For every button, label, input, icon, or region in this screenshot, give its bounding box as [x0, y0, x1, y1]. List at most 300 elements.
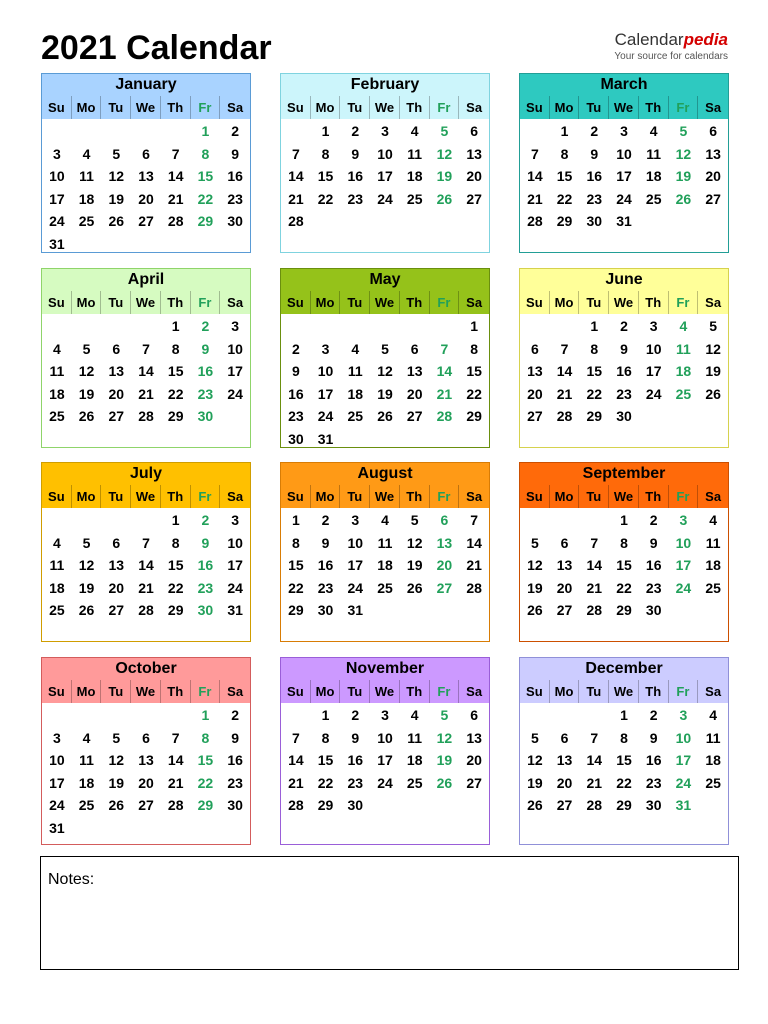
day-cell: 20: [108, 579, 125, 596]
day-cell: 16: [347, 168, 364, 184]
day-cell: 10: [317, 363, 334, 379]
day-cell: 24: [616, 190, 632, 207]
day-cell: 8: [321, 145, 330, 162]
day-cell: 7: [142, 340, 150, 357]
day-cell: 10: [227, 534, 243, 551]
day-cell: 23: [347, 774, 364, 791]
day-cell: 15: [586, 363, 603, 379]
day-cell: 10: [49, 168, 65, 184]
day-cell: 25: [675, 385, 692, 402]
day-cell: 21: [138, 385, 154, 402]
day-cell: 15: [288, 557, 304, 573]
day-cell: 19: [675, 168, 692, 184]
day-cell: 18: [377, 557, 393, 573]
day-cell: 17: [377, 752, 393, 768]
day-cell: 22: [466, 385, 482, 402]
day-cell: 4: [679, 318, 688, 334]
day-cell: 23: [645, 579, 662, 596]
day-cell: 11: [347, 363, 363, 379]
weekday-header: Th: [400, 485, 430, 508]
day-cell: 9: [201, 340, 210, 357]
day-cell: 11: [407, 145, 423, 162]
days-grid: [520, 119, 728, 233]
day-cell: 2: [231, 123, 240, 139]
day-cell: 1: [321, 123, 330, 139]
month-december: [519, 657, 729, 845]
day-cell: 6: [440, 512, 449, 528]
weekday-header: Tu: [579, 96, 609, 119]
day-cell: 9: [649, 729, 658, 746]
empty-day-cell: [281, 704, 311, 727]
weekday-header: Su: [281, 485, 311, 508]
day-cell: 18: [78, 190, 95, 207]
empty-day-cell: [161, 120, 191, 143]
day-cell: 26: [108, 797, 125, 813]
day-cell: 19: [705, 363, 721, 379]
weekday-header: Su: [281, 680, 311, 703]
day-cell: 6: [112, 340, 121, 357]
day-cell: 7: [440, 340, 449, 357]
day-cell: 7: [291, 145, 300, 162]
month-march: [519, 73, 729, 253]
days-grid: [281, 314, 489, 450]
day-cell: 6: [560, 534, 569, 551]
day-cell: 11: [646, 145, 662, 162]
weekday-header: Tu: [340, 485, 370, 508]
empty-day-cell: [430, 315, 460, 338]
day-cell: 10: [377, 729, 393, 746]
empty-day-cell: [42, 704, 72, 727]
day-cell: 5: [82, 340, 91, 357]
day-cell: 26: [705, 385, 721, 402]
weekday-header: Su: [520, 485, 550, 508]
day-cell: 1: [171, 512, 180, 528]
day-cell: 25: [377, 579, 393, 596]
day-cell: 6: [470, 707, 479, 723]
month-name: August: [281, 463, 489, 485]
day-cell: 24: [347, 579, 364, 596]
day-cell: 9: [620, 340, 628, 357]
weekday-header: Tu: [340, 291, 370, 314]
day-cell: 29: [167, 408, 184, 424]
day-cell: 19: [436, 168, 453, 184]
weekday-header: We: [370, 485, 400, 508]
day-cell: 7: [530, 145, 539, 162]
brand-name-accent: pedia: [683, 30, 728, 49]
day-cell: 23: [288, 408, 304, 424]
day-cell: 15: [616, 557, 632, 573]
day-cell: 10: [347, 534, 364, 551]
day-cell: 18: [49, 579, 65, 596]
weekday-header-row: [42, 96, 250, 119]
day-cell: 15: [317, 752, 334, 768]
day-cell: 17: [675, 752, 692, 768]
day-cell: 21: [556, 385, 573, 402]
day-cell: 7: [171, 145, 180, 162]
day-cell: 23: [645, 774, 662, 791]
weekday-header-row: [520, 485, 728, 508]
day-cell: 19: [527, 774, 543, 791]
empty-day-cell: [520, 315, 550, 338]
day-cell: 6: [470, 123, 479, 139]
weekday-header: Mo: [72, 680, 102, 703]
day-cell: 23: [227, 774, 243, 791]
day-cell: 9: [231, 729, 240, 746]
day-cell: 3: [381, 123, 389, 139]
day-cell: 8: [201, 145, 210, 162]
month-may: [280, 268, 490, 448]
day-cell: 22: [167, 579, 184, 596]
day-cell: 16: [586, 168, 603, 184]
day-cell: 17: [317, 385, 334, 402]
day-cell: 5: [530, 729, 539, 746]
day-cell: 22: [288, 579, 304, 596]
day-cell: 28: [138, 408, 154, 424]
day-cell: 8: [171, 340, 180, 357]
weekday-header: Sa: [227, 684, 244, 699]
weekday-header-row: [520, 680, 728, 703]
day-cell: 9: [649, 534, 658, 551]
day-cell: 13: [466, 145, 482, 162]
weekday-header: We: [131, 485, 161, 508]
month-february: [280, 73, 490, 253]
day-cell: 18: [406, 752, 423, 768]
day-cell: 1: [470, 318, 479, 334]
weekday-header: Fr: [669, 680, 699, 703]
day-cell: 16: [317, 557, 334, 573]
day-cell: 10: [227, 340, 243, 357]
day-cell: 19: [406, 557, 423, 573]
day-cell: 1: [620, 707, 628, 723]
weekday-header: Mo: [72, 96, 102, 119]
day-cell: 9: [321, 534, 330, 551]
day-cell: 17: [347, 557, 364, 573]
day-cell: 25: [645, 190, 662, 207]
weekday-header: Th: [639, 680, 669, 703]
weekday-header: Su: [520, 291, 550, 314]
day-cell: 15: [197, 752, 214, 768]
empty-day-cell: [370, 315, 400, 338]
empty-day-cell: [131, 120, 161, 143]
day-cell: 7: [590, 729, 599, 746]
empty-day-cell: [42, 315, 72, 338]
month-name: October: [42, 658, 250, 680]
day-cell: 9: [291, 363, 300, 379]
day-cell: 18: [406, 168, 423, 184]
day-cell: 13: [138, 168, 154, 184]
day-cell: 24: [675, 579, 692, 596]
day-cell: 2: [351, 707, 360, 723]
empty-day-cell: [340, 315, 370, 338]
month-october: [41, 657, 251, 845]
month-july: [41, 462, 251, 642]
day-cell: 7: [590, 534, 599, 551]
month-name: January: [42, 74, 250, 96]
day-cell: 31: [49, 819, 65, 836]
day-cell: 20: [705, 168, 721, 184]
day-cell: 6: [142, 145, 150, 162]
day-cell: 26: [675, 190, 692, 207]
day-cell: 19: [377, 385, 393, 402]
day-cell: 3: [620, 123, 628, 139]
brand-logo: [614, 30, 728, 63]
weekday-header: Tu: [579, 485, 609, 508]
day-cell: 6: [112, 534, 121, 551]
day-cell: 8: [470, 340, 479, 357]
day-cell: 5: [112, 729, 121, 746]
days-grid: [520, 703, 728, 817]
day-cell: 31: [675, 797, 692, 813]
day-cell: 3: [52, 729, 61, 746]
day-cell: 17: [49, 774, 65, 791]
day-cell: 11: [79, 752, 94, 768]
day-cell: 26: [377, 408, 393, 424]
day-cell: 8: [201, 729, 210, 746]
day-cell: 18: [675, 363, 692, 379]
day-cell: 27: [108, 408, 125, 424]
day-cell: 8: [620, 534, 628, 551]
day-cell: 24: [377, 190, 393, 207]
day-cell: 9: [231, 145, 240, 162]
weekday-header: Sa: [227, 100, 244, 115]
day-cell: 22: [197, 774, 214, 791]
day-cell: 18: [705, 752, 721, 768]
weekday-header-row: [520, 291, 728, 314]
day-cell: 4: [410, 123, 419, 139]
days-grid: [42, 508, 250, 622]
day-cell: 14: [138, 363, 154, 379]
day-cell: 5: [381, 340, 389, 357]
day-cell: 28: [288, 213, 304, 229]
day-cell: 12: [675, 145, 692, 162]
day-cell: 10: [675, 729, 692, 746]
day-cell: 13: [108, 363, 125, 379]
month-january: [41, 73, 251, 253]
empty-day-cell: [72, 704, 102, 727]
day-cell: 16: [197, 557, 214, 573]
day-cell: 3: [381, 707, 389, 723]
weekday-header: Th: [161, 485, 191, 508]
day-cell: 29: [616, 602, 632, 618]
day-cell: 28: [527, 213, 543, 229]
day-cell: 24: [675, 774, 692, 791]
weekday-header-row: [281, 291, 489, 314]
month-april: [41, 268, 251, 448]
day-cell: 28: [586, 797, 603, 813]
day-cell: 26: [108, 213, 125, 229]
day-cell: 12: [527, 752, 543, 768]
weekday-header: Mo: [72, 291, 102, 314]
day-cell: 5: [440, 123, 449, 139]
empty-day-cell: [520, 120, 550, 143]
day-cell: 12: [705, 340, 721, 357]
weekday-header-row: [281, 680, 489, 703]
day-cell: 21: [586, 774, 603, 791]
day-cell: 20: [108, 385, 125, 402]
day-cell: 4: [82, 729, 91, 746]
day-cell: 2: [649, 707, 658, 723]
weekday-header: Mo: [550, 485, 580, 508]
day-cell: 19: [108, 190, 125, 207]
day-cell: 13: [406, 363, 423, 379]
weekday-header: Tu: [340, 96, 370, 119]
day-cell: 6: [410, 340, 419, 357]
day-cell: 16: [227, 752, 243, 768]
day-cell: 11: [377, 534, 393, 551]
day-cell: 3: [231, 318, 240, 334]
month-name: May: [281, 269, 489, 291]
day-cell: 18: [645, 168, 662, 184]
day-cell: 28: [586, 602, 603, 618]
day-cell: 8: [171, 534, 180, 551]
day-cell: 10: [377, 145, 393, 162]
day-cell: 6: [142, 729, 150, 746]
weekday-header: Sa: [705, 684, 722, 699]
days-grid: [42, 703, 250, 839]
day-cell: 21: [527, 190, 543, 207]
day-cell: 30: [586, 213, 603, 229]
day-cell: 18: [78, 774, 95, 791]
day-cell: 12: [78, 557, 95, 573]
empty-day-cell: [72, 120, 102, 143]
weekday-header: Fr: [191, 680, 221, 703]
day-cell: 15: [616, 752, 632, 768]
day-cell: 14: [527, 168, 543, 184]
day-cell: 21: [586, 579, 603, 596]
weekday-header: We: [370, 680, 400, 703]
weekday-header: Th: [400, 96, 430, 119]
day-cell: 8: [291, 534, 300, 551]
day-cell: 15: [466, 363, 482, 379]
day-cell: 30: [317, 602, 334, 618]
day-cell: 29: [616, 797, 632, 813]
day-cell: 19: [527, 579, 543, 596]
weekday-header: Th: [161, 291, 191, 314]
day-cell: 20: [556, 579, 573, 596]
month-name: December: [520, 658, 728, 680]
day-cell: 30: [197, 602, 214, 618]
day-cell: 29: [317, 797, 334, 813]
day-cell: 31: [49, 235, 65, 252]
weekday-header: Th: [161, 680, 191, 703]
day-cell: 8: [321, 729, 330, 746]
day-cell: 3: [679, 512, 688, 528]
empty-day-cell: [72, 315, 102, 338]
empty-day-cell: [42, 509, 72, 532]
day-cell: 22: [616, 579, 632, 596]
day-cell: 4: [351, 340, 360, 357]
weekday-header: Tu: [101, 96, 131, 119]
day-cell: 17: [616, 168, 632, 184]
day-cell: 7: [470, 512, 479, 528]
day-cell: 17: [645, 363, 662, 379]
day-cell: 24: [645, 385, 662, 402]
weekday-header: Th: [639, 485, 669, 508]
weekday-header: Fr: [191, 291, 221, 314]
day-cell: 14: [167, 168, 184, 184]
day-cell: 26: [527, 797, 543, 813]
day-cell: 20: [138, 774, 154, 791]
day-cell: 25: [78, 213, 95, 229]
day-cell: 23: [347, 190, 364, 207]
weekday-header: Su: [42, 291, 72, 314]
month-august: [280, 462, 490, 642]
weekday-header: We: [370, 291, 400, 314]
day-cell: 29: [466, 408, 482, 424]
day-cell: 20: [527, 385, 543, 402]
day-cell: 4: [709, 707, 718, 723]
day-cell: 11: [49, 557, 65, 573]
empty-day-cell: [281, 315, 311, 338]
day-cell: 14: [586, 557, 603, 573]
weekday-header: Su: [42, 485, 72, 508]
day-cell: 14: [138, 557, 154, 573]
day-cell: 11: [705, 729, 721, 746]
day-cell: 10: [616, 145, 632, 162]
day-cell: 8: [590, 340, 599, 357]
days-grid: [281, 119, 489, 233]
day-cell: 1: [291, 512, 300, 528]
month-name: February: [281, 74, 489, 96]
weekday-header: Sa: [705, 100, 722, 115]
day-cell: 15: [197, 168, 214, 184]
page-title: 2021 Calendar: [41, 29, 272, 67]
empty-day-cell: [161, 704, 191, 727]
day-cell: 3: [649, 318, 658, 334]
day-cell: 10: [49, 752, 65, 768]
day-cell: 9: [590, 145, 599, 162]
day-cell: 11: [705, 534, 721, 551]
day-cell: 11: [49, 363, 65, 379]
day-cell: 26: [436, 190, 453, 207]
weekday-header: We: [609, 291, 639, 314]
day-cell: 12: [436, 145, 453, 162]
day-cell: 1: [171, 318, 180, 334]
day-cell: 5: [679, 123, 688, 139]
empty-day-cell: [101, 704, 131, 727]
day-cell: 21: [288, 774, 304, 791]
day-cell: 1: [560, 123, 569, 139]
day-cell: 12: [436, 729, 453, 746]
day-cell: 27: [466, 190, 482, 207]
month-name: July: [42, 463, 250, 485]
day-cell: 28: [436, 408, 453, 424]
day-cell: 1: [321, 707, 330, 723]
day-cell: 22: [616, 774, 632, 791]
day-cell: 27: [466, 774, 482, 791]
day-cell: 31: [227, 602, 243, 618]
notes-box[interactable]: [40, 856, 739, 970]
day-cell: 2: [351, 123, 360, 139]
day-cell: 16: [645, 557, 662, 573]
day-cell: 24: [49, 797, 65, 813]
empty-day-cell: [579, 509, 609, 532]
brand-tagline: Your source for calendars: [614, 51, 728, 62]
day-cell: 29: [197, 797, 214, 813]
day-cell: 28: [288, 797, 304, 813]
day-cell: 4: [709, 512, 718, 528]
weekday-header: Tu: [579, 291, 609, 314]
days-grid: [281, 703, 489, 817]
day-cell: 25: [347, 408, 364, 424]
weekday-header: Tu: [101, 680, 131, 703]
day-cell: 25: [705, 774, 721, 791]
empty-day-cell: [101, 509, 131, 532]
day-cell: 3: [351, 512, 360, 528]
day-cell: 14: [466, 534, 482, 551]
day-cell: 29: [586, 408, 603, 424]
weekday-header: Su: [42, 96, 72, 119]
